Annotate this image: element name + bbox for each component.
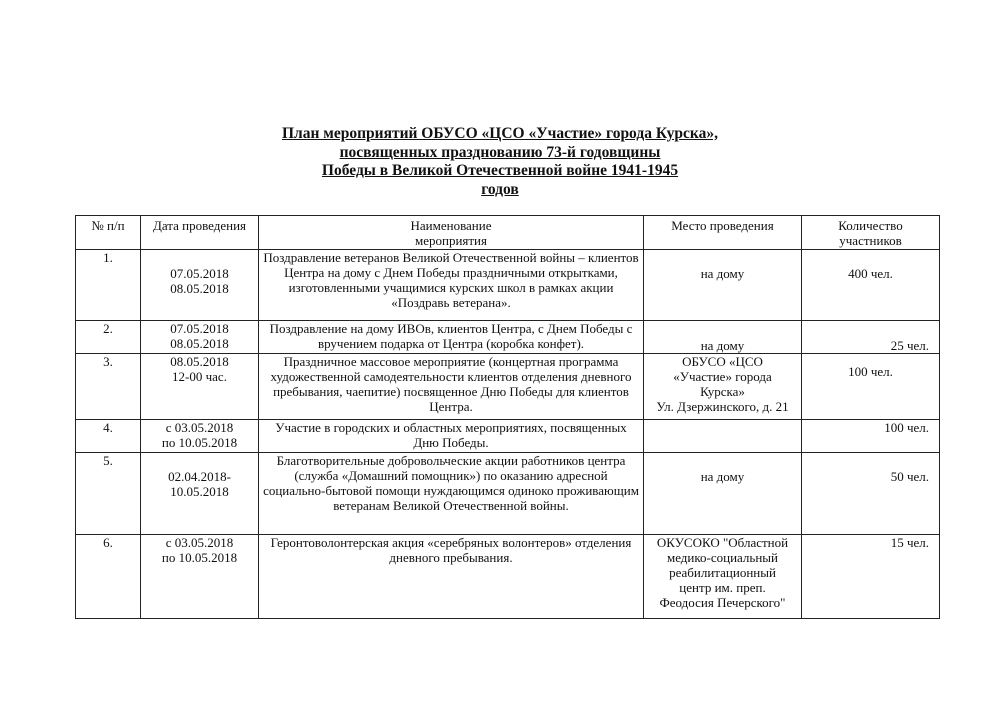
row-name: Участие в городских и областных мероприятиях, посвященных Дню Победы. [259, 420, 644, 453]
row-date: 08.05.2018 12-00 час. [141, 354, 259, 420]
row-count: 15 чел. [802, 535, 940, 619]
row-num: 6. [76, 535, 141, 619]
table-row [76, 420, 940, 453]
title-line-1: План мероприятий ОБУСО «ЦСО «Участие» города Курска», [281, 125, 719, 142]
row-place: ОКУСОКО "Областной медико-социальный реабилитационный центр им. преп. Феодосия Печерского" [644, 535, 802, 619]
table-row [76, 321, 940, 354]
row-name: Праздничное массовое мероприятие (концертная программа художественной самодеятельности клиентов отделения дневного пребывания, чаепитие) посвященное Дню Победы для клиентов Центра. [259, 354, 644, 420]
row-num: 1. [76, 250, 141, 321]
header-name: Наименование мероприятия [259, 216, 644, 250]
row-place [644, 420, 802, 453]
title-line-2: посвященных празднованию 73-й годовщины [339, 143, 661, 161]
row-num: 2. [76, 321, 141, 354]
row-name: Поздравление ветеранов Великой Отечественной войны – клиентов Центра на дому с Днем Победы праздничными открытками, изготовленными учащимися курских школ в рамках акции «Поздравь ветерана». [259, 250, 644, 321]
row-count: 100 чел. [802, 420, 940, 453]
row-name: Геронтоволонтерская акция «серебряных волонтеров» отделения дневного пребывания. [259, 535, 644, 619]
row-num: 4. [76, 420, 141, 453]
row-place: на дому [644, 321, 802, 354]
row-name: Поздравление на дому ИВОв, клиентов Центра, с Днем Победы с вручением подарка от Центра (коробка конфет). [259, 321, 644, 354]
row-date: с 03.05.2018 по 10.05.2018 [141, 420, 259, 453]
title-line-3: Победы в Великой Отечественной войне 1941-1945 [321, 162, 679, 179]
row-date: 07.05.2018 08.05.2018 [141, 321, 259, 354]
row-count: 25 чел. [802, 321, 940, 354]
row-place: на дому [644, 250, 802, 321]
row-date: 02.04.2018- 10.05.2018 [141, 453, 259, 535]
row-num: 3. [76, 354, 141, 420]
row-date: 07.05.2018 08.05.2018 [141, 250, 259, 321]
table-row [76, 354, 940, 420]
row-count: 100 чел. [802, 354, 940, 420]
header-num: № п/п [76, 216, 141, 250]
table-row [76, 535, 940, 619]
table-row [76, 453, 940, 535]
row-place: на дому [644, 453, 802, 535]
header-count: Количество участников [802, 216, 940, 250]
title-line-4: годов [481, 180, 519, 198]
row-name: Благотворительные добровольческие акции работников центра (служба «Домашний помощник») по оказанию адресной социально-бытовой помощи нуждающимся одиноко проживающим ветеранам Великой Отечественной войны. [259, 453, 644, 535]
row-date: с 03.05.2018 по 10.05.2018 [141, 535, 259, 619]
table-header-row [76, 216, 940, 250]
row-place: ОБУСО «ЦСО «Участие» города Курска» Ул. Дзержинского, д. 21 [644, 354, 802, 420]
row-count: 400 чел. [802, 250, 940, 321]
events-table [75, 215, 940, 619]
document-title [130, 125, 870, 199]
header-place: Место проведения [644, 216, 802, 250]
row-count: 50 чел. [802, 453, 940, 535]
header-date: Дата проведения [141, 216, 259, 250]
table-row [76, 250, 940, 321]
row-num: 5. [76, 453, 141, 535]
